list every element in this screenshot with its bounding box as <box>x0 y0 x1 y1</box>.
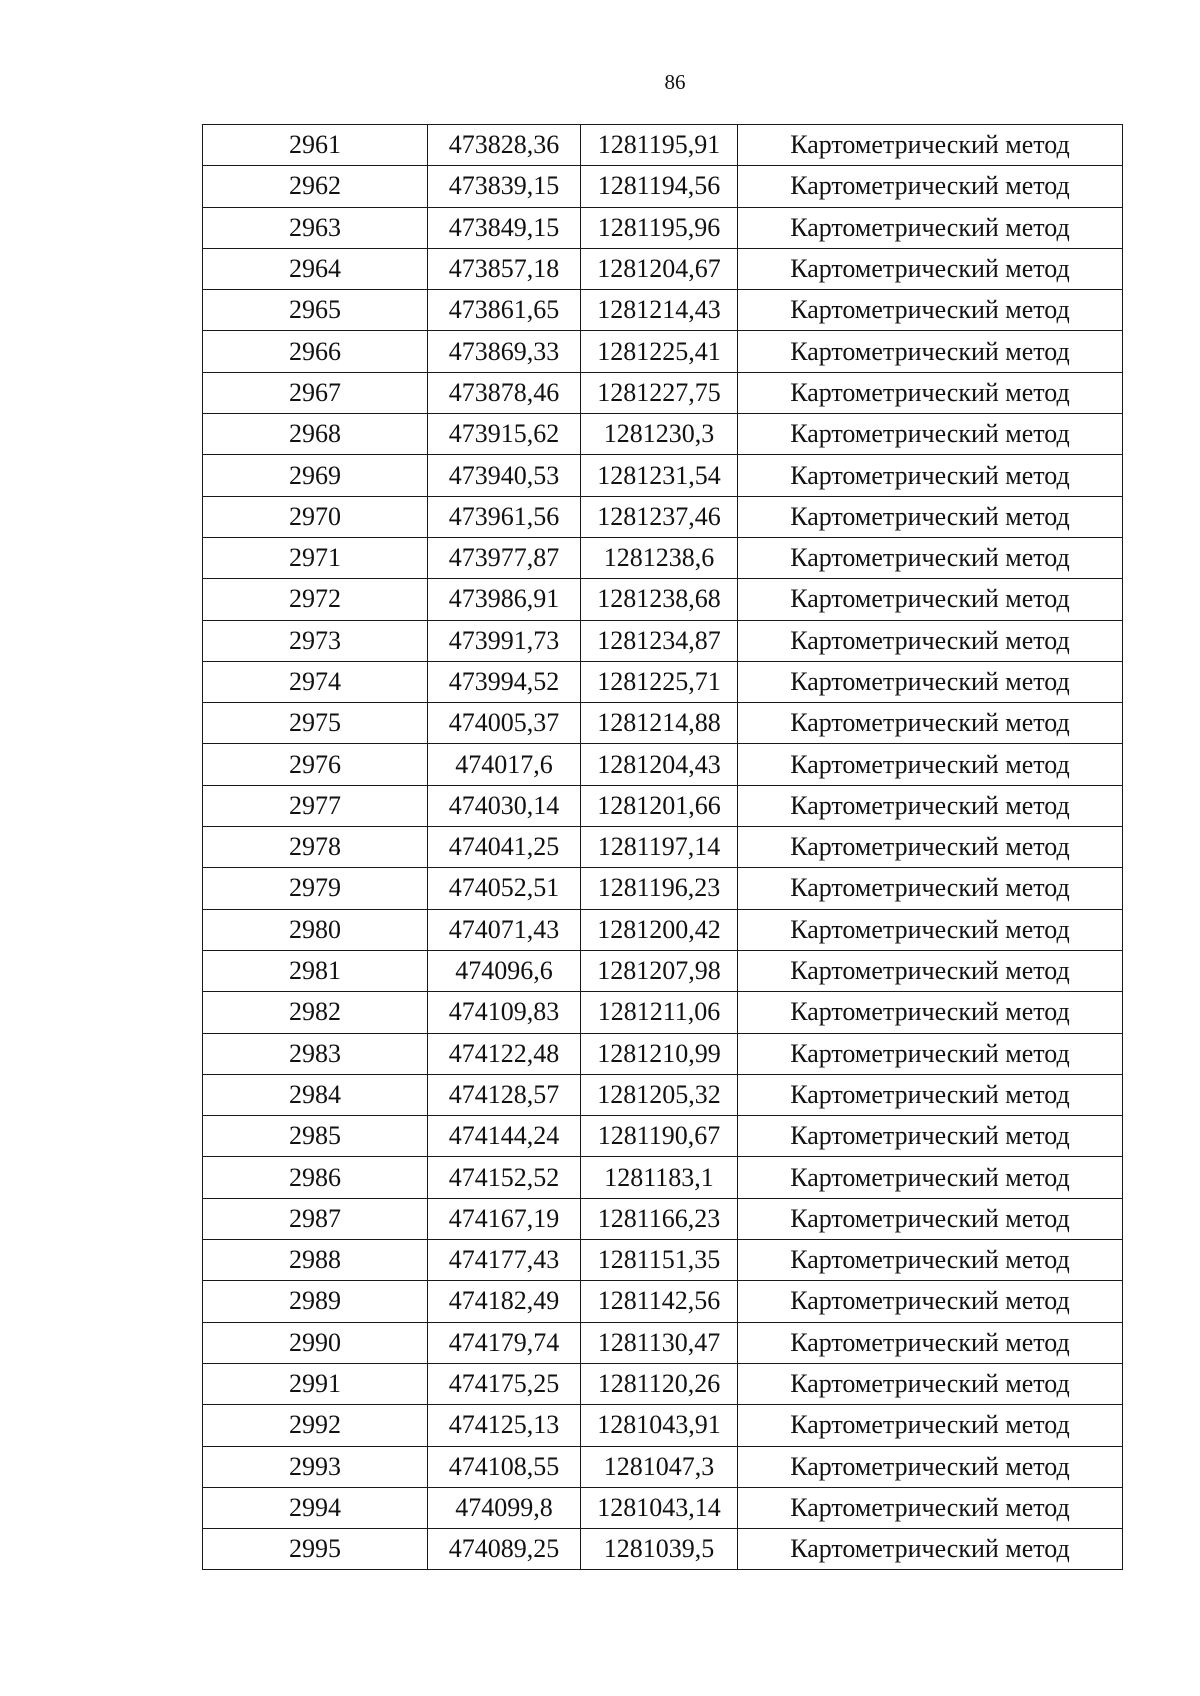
point-number-cell: 2985 <box>203 1116 428 1157</box>
table-row <box>203 661 1123 702</box>
y-coordinate-cell: 1281130,47 <box>581 1322 738 1363</box>
method-cell: Картометрический метод <box>738 909 1123 950</box>
x-coordinate-cell: 473828,36 <box>428 125 581 166</box>
method-cell: Картометрический метод <box>738 950 1123 991</box>
method-cell: Картометрический метод <box>738 331 1123 372</box>
table-row <box>203 1074 1123 1115</box>
point-number-cell: 2967 <box>203 372 428 413</box>
method-cell: Картометрический метод <box>738 1157 1123 1198</box>
table-row <box>203 868 1123 909</box>
y-coordinate-cell: 1281234,87 <box>581 620 738 661</box>
y-coordinate-cell: 1281195,91 <box>581 125 738 166</box>
table-row <box>203 579 1123 620</box>
coordinates-table <box>202 124 1123 1570</box>
y-coordinate-cell: 1281205,32 <box>581 1074 738 1115</box>
x-coordinate-cell: 473915,62 <box>428 414 581 455</box>
method-cell: Картометрический метод <box>738 248 1123 289</box>
coordinates-table-body <box>203 125 1123 1570</box>
y-coordinate-cell: 1281214,43 <box>581 290 738 331</box>
x-coordinate-cell: 474182,49 <box>428 1281 581 1322</box>
table-row <box>203 1322 1123 1363</box>
x-coordinate-cell: 474167,19 <box>428 1198 581 1239</box>
table-row <box>203 248 1123 289</box>
point-number-cell: 2965 <box>203 290 428 331</box>
point-number-cell: 2968 <box>203 414 428 455</box>
method-cell: Картометрический метод <box>738 1281 1123 1322</box>
table-row <box>203 414 1123 455</box>
x-coordinate-cell: 473869,33 <box>428 331 581 372</box>
point-number-cell: 2992 <box>203 1405 428 1446</box>
point-number-cell: 2969 <box>203 455 428 496</box>
table-row <box>203 537 1123 578</box>
table-row <box>203 950 1123 991</box>
table-row <box>203 992 1123 1033</box>
y-coordinate-cell: 1281195,96 <box>581 207 738 248</box>
x-coordinate-cell: 474071,43 <box>428 909 581 950</box>
y-coordinate-cell: 1281142,56 <box>581 1281 738 1322</box>
y-coordinate-cell: 1281043,91 <box>581 1405 738 1446</box>
y-coordinate-cell: 1281238,6 <box>581 537 738 578</box>
table-row <box>203 785 1123 826</box>
method-cell: Картометрический метод <box>738 372 1123 413</box>
y-coordinate-cell: 1281211,06 <box>581 992 738 1033</box>
method-cell: Картометрический метод <box>738 414 1123 455</box>
y-coordinate-cell: 1281039,5 <box>581 1529 738 1570</box>
table-row <box>203 125 1123 166</box>
method-cell: Картометрический метод <box>738 744 1123 785</box>
point-number-cell: 2971 <box>203 537 428 578</box>
point-number-cell: 2970 <box>203 496 428 537</box>
y-coordinate-cell: 1281210,99 <box>581 1033 738 1074</box>
point-number-cell: 2995 <box>203 1529 428 1570</box>
y-coordinate-cell: 1281231,54 <box>581 455 738 496</box>
method-cell: Картометрический метод <box>738 537 1123 578</box>
x-coordinate-cell: 474152,52 <box>428 1157 581 1198</box>
x-coordinate-cell: 473857,18 <box>428 248 581 289</box>
x-coordinate-cell: 474177,43 <box>428 1240 581 1281</box>
point-number-cell: 2982 <box>203 992 428 1033</box>
table-row <box>203 703 1123 744</box>
y-coordinate-cell: 1281183,1 <box>581 1157 738 1198</box>
method-cell: Картометрический метод <box>738 703 1123 744</box>
method-cell: Картометрический метод <box>738 868 1123 909</box>
method-cell: Картометрический метод <box>738 579 1123 620</box>
point-number-cell: 2975 <box>203 703 428 744</box>
x-coordinate-cell: 474030,14 <box>428 785 581 826</box>
point-number-cell: 2972 <box>203 579 428 620</box>
method-cell: Картометрический метод <box>738 125 1123 166</box>
y-coordinate-cell: 1281043,14 <box>581 1487 738 1528</box>
table-row <box>203 1487 1123 1528</box>
method-cell: Картометрический метод <box>738 455 1123 496</box>
y-coordinate-cell: 1281204,67 <box>581 248 738 289</box>
x-coordinate-cell: 474099,8 <box>428 1487 581 1528</box>
y-coordinate-cell: 1281225,41 <box>581 331 738 372</box>
table-row <box>203 1033 1123 1074</box>
x-coordinate-cell: 474089,25 <box>428 1529 581 1570</box>
x-coordinate-cell: 473861,65 <box>428 290 581 331</box>
method-cell: Картометрический метод <box>738 1529 1123 1570</box>
point-number-cell: 2978 <box>203 827 428 868</box>
y-coordinate-cell: 1281047,3 <box>581 1446 738 1487</box>
method-cell: Картометрический метод <box>738 1240 1123 1281</box>
point-number-cell: 2994 <box>203 1487 428 1528</box>
x-coordinate-cell: 473961,56 <box>428 496 581 537</box>
y-coordinate-cell: 1281214,88 <box>581 703 738 744</box>
x-coordinate-cell: 474108,55 <box>428 1446 581 1487</box>
point-number-cell: 2977 <box>203 785 428 826</box>
y-coordinate-cell: 1281201,66 <box>581 785 738 826</box>
point-number-cell: 2962 <box>203 166 428 207</box>
y-coordinate-cell: 1281227,75 <box>581 372 738 413</box>
y-coordinate-cell: 1281190,67 <box>581 1116 738 1157</box>
x-coordinate-cell: 473986,91 <box>428 579 581 620</box>
point-number-cell: 2991 <box>203 1363 428 1404</box>
y-coordinate-cell: 1281200,42 <box>581 909 738 950</box>
x-coordinate-cell: 473994,52 <box>428 661 581 702</box>
point-number-cell: 2964 <box>203 248 428 289</box>
point-number-cell: 2990 <box>203 1322 428 1363</box>
table-row <box>203 166 1123 207</box>
point-number-cell: 2988 <box>203 1240 428 1281</box>
point-number-cell: 2984 <box>203 1074 428 1115</box>
y-coordinate-cell: 1281204,43 <box>581 744 738 785</box>
y-coordinate-cell: 1281194,56 <box>581 166 738 207</box>
table-row <box>203 1446 1123 1487</box>
x-coordinate-cell: 474041,25 <box>428 827 581 868</box>
point-number-cell: 2993 <box>203 1446 428 1487</box>
method-cell: Картометрический метод <box>738 1116 1123 1157</box>
table-row <box>203 620 1123 661</box>
table-row <box>203 1240 1123 1281</box>
x-coordinate-cell: 473839,15 <box>428 166 581 207</box>
y-coordinate-cell: 1281230,3 <box>581 414 738 455</box>
table-row <box>203 455 1123 496</box>
method-cell: Картометрический метод <box>738 1363 1123 1404</box>
point-number-cell: 2981 <box>203 950 428 991</box>
method-cell: Картометрический метод <box>738 827 1123 868</box>
method-cell: Картометрический метод <box>738 1033 1123 1074</box>
y-coordinate-cell: 1281120,26 <box>581 1363 738 1404</box>
x-coordinate-cell: 474096,6 <box>428 950 581 991</box>
table-row <box>203 290 1123 331</box>
table-row <box>203 1529 1123 1570</box>
point-number-cell: 2983 <box>203 1033 428 1074</box>
y-coordinate-cell: 1281166,23 <box>581 1198 738 1239</box>
method-cell: Картометрический метод <box>738 1074 1123 1115</box>
table-row <box>203 909 1123 950</box>
method-cell: Картометрический метод <box>738 661 1123 702</box>
x-coordinate-cell: 474052,51 <box>428 868 581 909</box>
method-cell: Картометрический метод <box>738 992 1123 1033</box>
method-cell: Картометрический метод <box>738 1487 1123 1528</box>
point-number-cell: 2973 <box>203 620 428 661</box>
y-coordinate-cell: 1281237,46 <box>581 496 738 537</box>
x-coordinate-cell: 474179,74 <box>428 1322 581 1363</box>
table-row <box>203 372 1123 413</box>
point-number-cell: 2989 <box>203 1281 428 1322</box>
table-row <box>203 827 1123 868</box>
table-row <box>203 1198 1123 1239</box>
method-cell: Картометрический метод <box>738 1405 1123 1446</box>
method-cell: Картометрический метод <box>738 496 1123 537</box>
table-row <box>203 1281 1123 1322</box>
x-coordinate-cell: 474128,57 <box>428 1074 581 1115</box>
method-cell: Картометрический метод <box>738 1322 1123 1363</box>
point-number-cell: 2976 <box>203 744 428 785</box>
point-number-cell: 2986 <box>203 1157 428 1198</box>
method-cell: Картометрический метод <box>738 207 1123 248</box>
x-coordinate-cell: 474122,48 <box>428 1033 581 1074</box>
point-number-cell: 2963 <box>203 207 428 248</box>
point-number-cell: 2979 <box>203 868 428 909</box>
x-coordinate-cell: 473991,73 <box>428 620 581 661</box>
table-row <box>203 496 1123 537</box>
table-row <box>203 1116 1123 1157</box>
x-coordinate-cell: 474005,37 <box>428 703 581 744</box>
table-row <box>203 331 1123 372</box>
point-number-cell: 2980 <box>203 909 428 950</box>
x-coordinate-cell: 474109,83 <box>428 992 581 1033</box>
table-row <box>203 1405 1123 1446</box>
table-row <box>203 1363 1123 1404</box>
x-coordinate-cell: 473849,15 <box>428 207 581 248</box>
x-coordinate-cell: 473940,53 <box>428 455 581 496</box>
method-cell: Картометрический метод <box>738 290 1123 331</box>
x-coordinate-cell: 474125,13 <box>428 1405 581 1446</box>
table-row <box>203 1157 1123 1198</box>
point-number-cell: 2966 <box>203 331 428 372</box>
x-coordinate-cell: 474017,6 <box>428 744 581 785</box>
page-number: 86 <box>664 70 686 94</box>
y-coordinate-cell: 1281151,35 <box>581 1240 738 1281</box>
x-coordinate-cell: 474144,24 <box>428 1116 581 1157</box>
point-number-cell: 2987 <box>203 1198 428 1239</box>
y-coordinate-cell: 1281207,98 <box>581 950 738 991</box>
method-cell: Картометрический метод <box>738 166 1123 207</box>
table-row <box>203 207 1123 248</box>
y-coordinate-cell: 1281197,14 <box>581 827 738 868</box>
method-cell: Картометрический метод <box>738 785 1123 826</box>
point-number-cell: 2961 <box>203 125 428 166</box>
method-cell: Картометрический метод <box>738 620 1123 661</box>
table-row <box>203 744 1123 785</box>
method-cell: Картометрический метод <box>738 1198 1123 1239</box>
method-cell: Картометрический метод <box>738 1446 1123 1487</box>
y-coordinate-cell: 1281238,68 <box>581 579 738 620</box>
x-coordinate-cell: 473878,46 <box>428 372 581 413</box>
y-coordinate-cell: 1281225,71 <box>581 661 738 702</box>
point-number-cell: 2974 <box>203 661 428 702</box>
y-coordinate-cell: 1281196,23 <box>581 868 738 909</box>
x-coordinate-cell: 474175,25 <box>428 1363 581 1404</box>
x-coordinate-cell: 473977,87 <box>428 537 581 578</box>
